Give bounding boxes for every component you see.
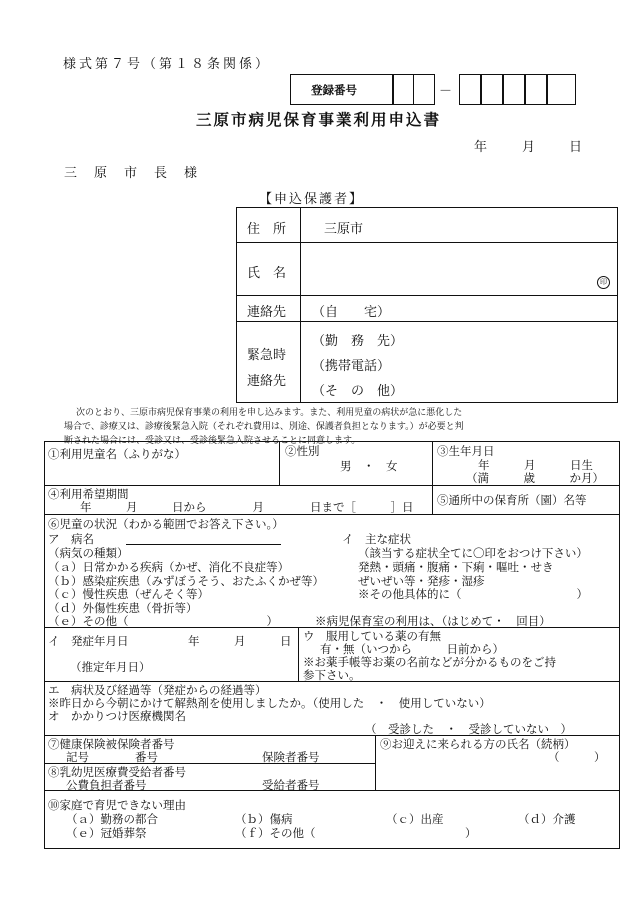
emergency-work[interactable]: （勤 務 先） <box>312 334 404 349</box>
registration-digit-4[interactable] <box>481 74 503 105</box>
reason-f[interactable]: （ｆ）その他（ ） <box>235 826 477 840</box>
insurance-label: ⑦健康保険被保険者番号 <box>48 737 175 751</box>
pickup-relation[interactable]: （ ） <box>548 750 606 764</box>
onset-label: イ 発症年月日 <box>48 634 129 648</box>
nursery-label: ⑤通所中の保育所（園）名等 <box>437 493 587 507</box>
applicant-row-line-2 <box>236 295 617 296</box>
registration-label-box <box>290 74 394 105</box>
usage-count[interactable]: ※病児保育室の利用は、（はじめて・ 回目） <box>315 614 551 628</box>
seal-mark: 印 <box>597 276 610 289</box>
disease-type-e[interactable]: （ｅ）その他（ ） <box>48 614 278 628</box>
status-label: ⑥児童の状況（わかる範囲でお答え下さい。） <box>48 517 284 531</box>
emergency-label-2: 連絡先 <box>247 374 287 389</box>
applicant-table <box>236 207 618 403</box>
emergency-mobile[interactable]: （携帯電話） <box>312 359 391 374</box>
divider-pickup <box>375 735 376 790</box>
period-fields[interactable]: 年 月 日から 月 日まで［ ］日 <box>80 500 414 514</box>
clinic-label: オ かかりつけ医療機関名 <box>48 709 186 723</box>
birth-label: ③生年月日 <box>437 444 495 458</box>
onset-estimate: （推定年月日） <box>70 660 151 674</box>
addressee: 三 原 市 長 様 <box>64 166 200 181</box>
disease-type-d[interactable]: （ｄ）外傷性疾患（骨折等） <box>48 601 198 615</box>
registration-digit-3[interactable] <box>459 74 481 105</box>
contact-label: 連絡先 <box>247 305 287 320</box>
reason-label: ⑩家庭で育児できない理由 <box>48 798 186 812</box>
course-label: エ 病状及び経過等（発症からの経過等） <box>48 683 267 697</box>
disease-name-label: ア 病名 <box>48 532 94 546</box>
insurer-number[interactable]: 保険者番号 <box>262 750 320 764</box>
registration-dash: － <box>439 84 453 99</box>
period-label: ④利用希望期間 <box>48 487 129 501</box>
date-year: 年 <box>474 140 488 155</box>
address-value[interactable]: 三原市 <box>324 222 364 237</box>
medical-label: ⑧乳幼児医療費受給者番号 <box>48 765 186 779</box>
consent-line-1: 次のとおり、三原市病児保育事業の利用を申し込みます。また、利用児童の病状が急に悪化した <box>76 408 463 418</box>
consent-line-3: 断された場合には、受診又は、受診後緊急入院させることに同意します。 <box>64 436 361 446</box>
symptom-note: （該当する症状全てに〇印をおつけ下さい） <box>358 546 588 560</box>
disease-name-line[interactable] <box>126 544 281 545</box>
reason-c[interactable]: （ｃ）出産 <box>386 812 444 826</box>
clinic-options[interactable]: （ 受診した ・ 受診していない ） <box>365 722 572 736</box>
contact-home[interactable]: （自 宅） <box>312 305 391 320</box>
antipyretic-question[interactable]: ※昨日から今朝にかけて解熱剤を使用しましたか。（使用した ・ 使用していない） <box>48 696 491 710</box>
reason-e[interactable]: （ｅ）冠婚葬祭 <box>66 826 147 840</box>
date-month: 月 <box>522 140 536 155</box>
medical-recipient-number[interactable]: 受給者番号 <box>262 778 320 792</box>
registration-label: 登録番号 <box>311 83 357 97</box>
reason-d[interactable]: （ｄ）介護 <box>518 812 576 826</box>
disease-type-a[interactable]: （ａ）日常かかる疾病（かぜ、消化不良症等） <box>48 560 290 574</box>
reason-b[interactable]: （ｂ）傷病 <box>235 812 293 826</box>
symptom-label: イ 主な症状 <box>342 532 411 546</box>
sex-label: ②性別 <box>285 444 320 458</box>
disease-type-label: （病気の種類） <box>48 546 129 560</box>
consent-line-2: 場合で、診療又は、診療後緊急入院（それぞれ費用は、別途、保護者負担となります。）が必要と判 <box>64 422 464 432</box>
address-label: 住 所 <box>247 222 287 237</box>
divider-birth <box>432 441 433 514</box>
registration-digit-6[interactable] <box>525 74 547 105</box>
registration-digit-7[interactable] <box>547 74 576 105</box>
symptom-list-1[interactable]: 発熱・頭痛・腹痛・下痢・嘔吐・せき <box>358 560 554 574</box>
medicine-note-2: 参下さい。 <box>303 668 361 682</box>
medicine-note-1: ※お薬手帳等お薬の名前などが分かるものをご持 <box>303 655 556 669</box>
registration-digit-1[interactable] <box>392 74 414 105</box>
pickup-label: ⑨お迎えに来られる方の氏名（続柄） <box>380 737 576 751</box>
reason-a[interactable]: （ａ）勤務の都合 <box>66 812 158 826</box>
disease-type-b[interactable]: （ｂ）感染症疾患（みずぼうそう、おたふくかぜ等） <box>48 574 324 588</box>
emergency-other[interactable]: （そ の 他） <box>312 384 404 399</box>
form-number: 様式第７号（第１８条関係） <box>63 57 272 72</box>
divider-sex <box>279 441 280 485</box>
child-name-label: ①利用児童名（ふりがな） <box>48 447 186 461</box>
symptom-other[interactable]: ※その他具体的に（ ） <box>358 587 588 601</box>
medicine-label: ウ 服用している薬の有無 <box>303 629 441 643</box>
applicant-table-divider <box>300 207 301 402</box>
symptom-list-2[interactable]: ぜいぜい等・発疹・湿疹 <box>358 574 485 588</box>
applicant-row-line-1 <box>236 242 617 243</box>
name-label: 氏 名 <box>247 266 287 281</box>
divider-medicine <box>298 627 299 681</box>
registration-digit-2[interactable] <box>413 74 435 105</box>
emergency-label-1: 緊急時 <box>247 348 287 363</box>
birth-age[interactable]: （満 歳 か月） <box>466 471 604 485</box>
insurance-code[interactable]: 記号 番号 <box>66 750 158 764</box>
page-title: 三原市病児保育事業利用申込書 <box>196 110 442 129</box>
sex-options[interactable]: 男 ・ 女 <box>340 459 398 473</box>
medicine-options[interactable]: 有・無（いつから 日前から） <box>320 642 504 656</box>
medical-holder-number[interactable]: 公費負担者番号 <box>66 778 147 792</box>
disease-type-c[interactable]: （ｃ）慢性疾患（ぜんそく等） <box>48 587 209 601</box>
onset-fields[interactable]: 年 月 日 <box>188 634 292 648</box>
applicant-row-line-3 <box>236 321 617 322</box>
applicant-heading: 【申込保護者】 <box>259 192 365 207</box>
birth-fields[interactable]: 年 月 日生 <box>478 458 593 472</box>
date-day: 日 <box>569 140 583 155</box>
registration-digit-5[interactable] <box>503 74 525 105</box>
